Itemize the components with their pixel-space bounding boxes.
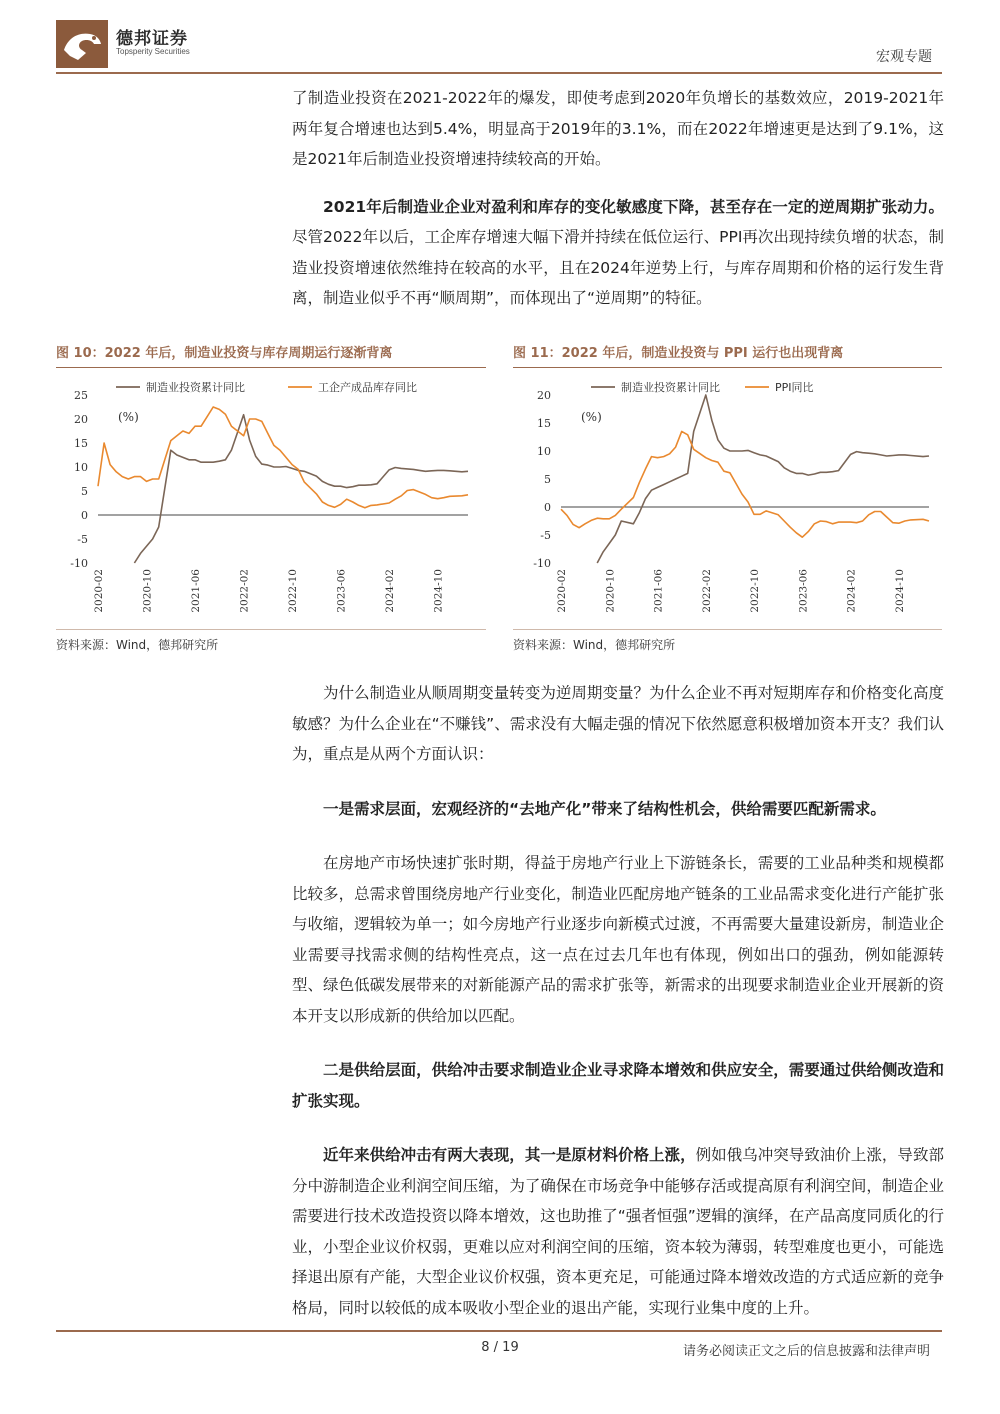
x-tick-label: 2024-10 [432,569,445,613]
figure-10-top-rule [56,367,486,368]
x-tick-label: 2022-02 [700,569,713,613]
y-tick-label: 15 [537,417,551,430]
figure-10-chart [56,373,486,628]
y-tick-label: 0 [544,501,551,514]
figure-10-source: 资料来源：Wind，德邦研究所 [56,638,219,652]
x-tick-label: 2022-02 [238,569,251,613]
y-tick-label: 15 [74,437,88,450]
figure-10-title: 图 10：2022 年后，制造业投资与库存周期运行逐渐背离 [56,346,393,361]
figure-11-top-rule [513,367,942,368]
y-tick-label: 0 [81,509,88,522]
y-tick-label: 5 [81,485,88,498]
brand-logo-icon [56,20,108,68]
y-tick-label: 20 [537,389,551,402]
figure-10-bottom-rule [56,629,486,630]
x-tick-label: 2024-10 [893,569,906,613]
paragraph-2 [292,192,944,314]
y-tick-label: -5 [540,529,551,542]
body-text-bottom [292,678,944,1323]
unit-label: (%) [118,410,139,424]
legend-label-1: 制造业投资累计同比 [621,381,720,394]
legend-label-1: 制造业投资累计同比 [146,381,245,394]
paragraph-7-bold: 近年来供给冲击有两大表现，其一是原材料价格上涨， [323,1146,696,1164]
brand-name-english: Topsperity Securities [116,47,190,56]
section-tag: 宏观专题 [876,49,932,65]
paragraph-7-rest: 例如俄乌冲突导致油价上涨，导致部分中游制造企业利润空间压缩，为了确保在市场竞争中能够存活或提高原有利润空间，制造企业需要进行技术改造投资以降本增效，这也助推了“强者恒强”逻辑的演绎，在产品高度同质化的行业，小型企业议价权弱，更难以应对利润空间的压缩，资本较为薄弱，转型难度也更小，可能选择退出原有产能，大型企业议价权强，资本更充足，可能通过降本增效改造的方式适应新的竞争格局，同时以较低的成本吸收小型企业的退出产能，实现行业集中度的上升。 [292,1146,944,1317]
paragraph-6-bold: 二是供给层面，供给冲击要求制造业企业寻求降本增效和供应安全，需要通过供给侧改造和扩张实现。 [292,1061,944,1110]
paragraph-4 [292,794,944,825]
header-divider [56,72,942,74]
y-tick-label: 10 [74,461,88,474]
y-tick-label: 10 [537,445,551,458]
y-tick-label: 20 [74,413,88,426]
y-tick-label: -5 [77,533,88,546]
x-tick-label: 2021-06 [652,569,665,613]
x-tick-label: 2020-10 [141,569,154,613]
y-tick-label: -10 [533,557,551,570]
x-tick-label: 2022-10 [749,569,762,613]
paragraph-7 [292,1140,944,1323]
x-tick-label: 2024-02 [845,569,858,613]
y-tick-label: -10 [70,557,88,570]
y-tick-label: 5 [544,473,551,486]
paragraph-6 [292,1055,944,1116]
figure-11-source: 资料来源：Wind，德邦研究所 [513,638,676,652]
unit-label: (%) [581,410,602,424]
x-tick-label: 2023-06 [335,569,348,613]
page-header [0,0,1000,80]
x-tick-label: 2021-06 [190,569,203,613]
x-tick-label: 2022-10 [287,569,300,613]
series-line-2 [561,431,929,537]
figure-11-bottom-rule [513,629,942,630]
x-tick-label: 2024-02 [384,569,397,613]
figures-row [56,333,942,661]
legend-label-2: 工企产成品库存同比 [318,381,417,394]
x-tick-label: 2023-06 [797,569,810,613]
series-line-1 [134,415,468,563]
paragraph-4-bold: 一是需求层面，宏观经济的“去地产化”带来了结构性机会，供给需要匹配新需求。 [323,799,886,818]
x-tick-label: 2020-10 [604,569,617,613]
paragraph-2-rest: 尽管2022年以后，工企库存增速大幅下滑并持续在低位运行、PPI再次出现持续负增的状态，制造业投资增速依然维持在较高的水平，且在2024年逆势上行，与库存周期和价格的运行发生背离，制造业似乎不再“顺周期”，而体现出了“逆周期”的特征。 [292,228,944,307]
legend-label-2: PPI同比 [775,381,814,394]
footer-disclaimer: 请务必阅读正文之后的信息披露和法律声明 [682,1344,930,1359]
y-tick-label: 25 [74,389,88,402]
paragraph-2-bold: 2021年后制造业企业对盈利和库存的变化敏感度下降，甚至存在一定的逆周期扩张动力。 [323,197,944,216]
series-line-1 [597,395,929,563]
x-tick-label: 2020-02 [93,569,105,613]
paragraph-3: 为什么制造业从顺周期变量转变为逆周期变量？为什么企业不再对短期库存和价格变化高度敏感？为什么企业在“不赚钱”、需求没有大幅走强的情况下依然愿意积极增加资本开支？我们认为，重点是从两个方面认识： [292,684,944,763]
figure-11-title: 图 11：2022 年后，制造业投资与 PPI 运行也出现背离 [513,346,844,361]
paragraph-5: 在房地产市场快速扩张时期，得益于房地产行业上下游链条长，需要的工业品种类和规模都比较多，总需求曾围绕房地产行业变化，制造业匹配房地产链条的工业品需求变化进行产能扩张与收缩，逻辑较为单一；如今房地产行业逐步向新模式过渡，不再需要大量建设新房，制造业企业需要寻找需求侧的结构性亮点，这一点在过去几年也有体现，例如出口的强劲，例如能源转型、绿色低碳发展带来的对新能源产品的需求扩张等，新需求的出现要求制造业企业开展新的资本开支以形成新的供给加以匹配。 [292,854,944,1025]
brand-name: 德邦证券 [116,29,188,49]
paragraph-1: 了制造业投资在2021-2022年的爆发，即使考虑到2020年负增长的基数效应，2019-2021年两年复合增速也达到5.4%，明显高于2019年的3.1%，而在2022年增速更是达到了9.1%，这是2021年后制造业投资增速持续较高的开始。 [292,89,944,168]
figure-11-chart [513,373,942,628]
body-text-top [292,83,944,314]
page-number: 8 / 19 [481,1340,519,1355]
x-tick-label: 2020-02 [556,569,568,613]
footer-divider [56,1330,942,1332]
series-line-2 [98,407,468,508]
